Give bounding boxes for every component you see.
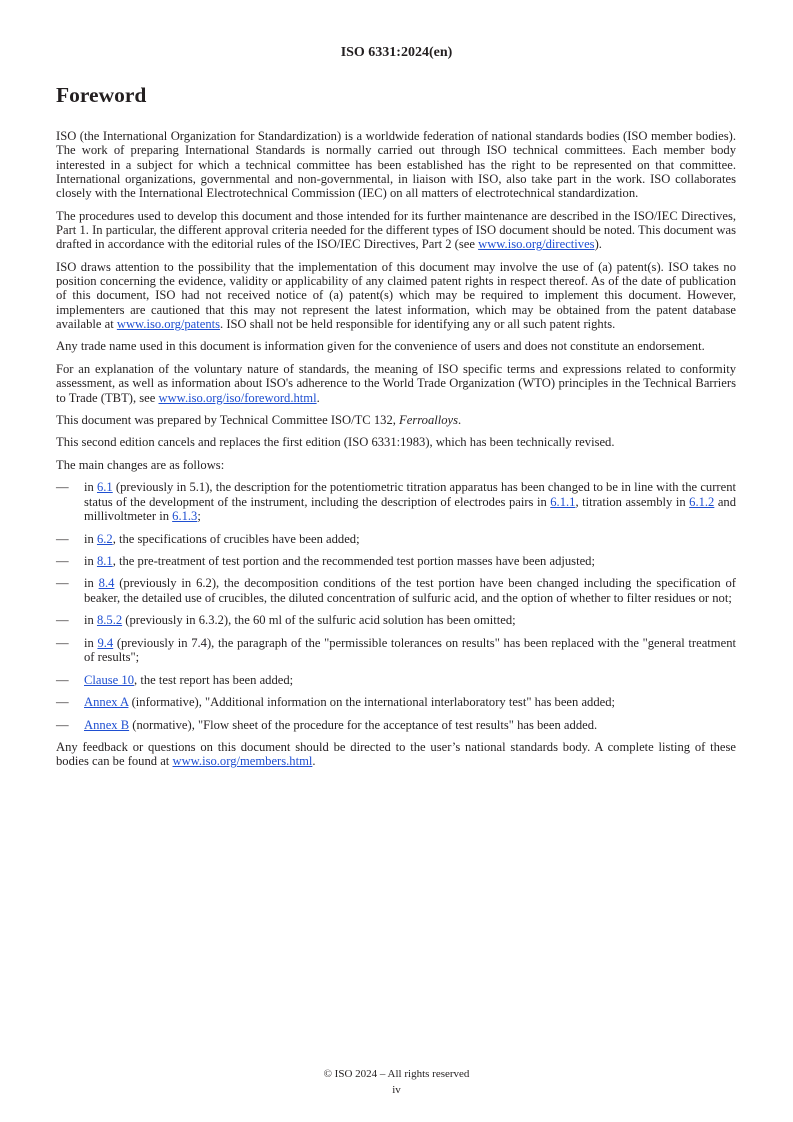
list-item: — in 6.1 (previously in 5.1), the description for the potentiometric titration apparatus has been changed to be in line with the current status of the development of the instrument, including the description of electrodes pairs in 6.1.1, titration assembly in 6.1.2 and millivoltmeter in 6.1.3; bbox=[56, 480, 737, 524]
link-clause-8-1[interactable]: 8.1 bbox=[96, 554, 113, 568]
dash-bullet: — bbox=[56, 480, 69, 495]
list-item: — Annex A (informative), "Additional information on the international interlaboratory test" has been added; bbox=[56, 695, 616, 710]
paragraph-feedback: Any feedback or questions on this document should be directed to the user’s national standards body. A complete listing of these bodies can be found at www.iso.org/members.html. bbox=[56, 739, 736, 769]
link-annex-a[interactable]: Annex A bbox=[84, 695, 129, 710]
dash-bullet: — bbox=[56, 576, 69, 591]
page-number: iv bbox=[392, 1084, 401, 1096]
link-clause-6-1-3[interactable]: 6.1.3 bbox=[172, 509, 198, 524]
list-item: — in 8.4 (previously in 6.2), the decomposition conditions of the test portion have been changed including the specification of beaker, the detailed use of crucibles, the diluted concentration of sulfuric acid, and the option of whether to filter residues or not; bbox=[56, 576, 736, 605]
dash-bullet: — bbox=[56, 695, 69, 710]
paragraph-procedures: The procedures used to develop this document and those intended for its further maintenance are described in the ISO/IEC Directives, Part 1. In particular, the different approval criteria needed for the different types of ISO document should be noted. This document was drafted in accordance with the editorial rules of the ISO/IEC Directives, Part 2 (see www.iso.org/directives). bbox=[56, 208, 736, 252]
paragraph-voluntary-nature: For an explanation of the voluntary nature of standards, the meaning of ISO specific terms and expressions related to conformity assessment, as well as information about ISO's adherence to the World Trade Organization (WTO) principles in the Technical Barriers to Trade (TBT), see www.iso.org/iso/foreword.html. bbox=[56, 361, 736, 405]
link-directives[interactable]: www.iso.org/directives bbox=[478, 237, 595, 252]
list-item: — in 8.1, the pre-treatment of test portion and the recommended test portion masses have been adjusted; bbox=[56, 554, 595, 568]
paragraph-changes-intro: The main changes are as follows: bbox=[56, 457, 225, 472]
dash-bullet: — bbox=[56, 672, 69, 687]
link-foreword[interactable]: www.iso.org/iso/foreword.html bbox=[158, 390, 317, 405]
copyright-notice: © ISO 2024 – All rights reserved bbox=[323, 1068, 470, 1080]
dash-bullet: — bbox=[56, 554, 69, 568]
link-annex-b[interactable]: Annex B bbox=[84, 717, 130, 732]
paragraph-edition: This second edition cancels and replaces the first edition (ISO 6331:1983), which has been technically revised. bbox=[56, 435, 615, 450]
page-footer bbox=[0, 1066, 793, 1098]
link-clause-6-1-1[interactable]: 6.1.1 bbox=[550, 494, 576, 509]
dash-bullet: — bbox=[56, 531, 69, 546]
page-title: Foreword bbox=[56, 83, 147, 107]
foreword-body bbox=[56, 129, 736, 777]
link-clause-8-4[interactable]: 8.4 bbox=[98, 576, 115, 591]
list-item: — Annex B (normative), "Flow sheet of the procedure for the acceptance of test results" has been added. bbox=[56, 717, 598, 732]
paragraph-committee: This document was prepared by Technical Committee ISO/TC 132, Ferroalloys. bbox=[56, 412, 462, 427]
link-clause-8-5-2[interactable]: 8.5.2 bbox=[96, 613, 123, 628]
link-clause-9-4[interactable]: 9.4 bbox=[97, 635, 114, 650]
link-members[interactable]: www.iso.org/members.html bbox=[172, 754, 313, 769]
changes-list bbox=[56, 480, 736, 731]
list-item: — in 6.2, the specifications of crucibles have been added; bbox=[56, 531, 360, 546]
link-clause-10[interactable]: Clause 10 bbox=[84, 672, 135, 687]
link-clause-6-1-2[interactable]: 6.1.2 bbox=[689, 494, 715, 509]
paragraph-iso-intro: ISO (the International Organization for Standardization) is a worldwide federation of national standards bodies (ISO member bodies). The work of preparing International Standards is normally carried out through ISO technical committees. Each member body interested in a subject for which a technical committee has been established has the right to be represented on that committee. International organizations, governmental and non-governmental, in liaison with ISO, also take part in the work. ISO collaborates closely with the International Electrotechnical Commission (IEC) on all matters of electrotechnical standardization. bbox=[56, 129, 736, 201]
paragraph-trade-name: Any trade name used in this document is information given for the convenience of users and does not constitute an endorsement. bbox=[56, 339, 705, 354]
link-patents[interactable]: www.iso.org/patents bbox=[116, 316, 221, 331]
dash-bullet: — bbox=[56, 717, 69, 732]
link-clause-6-1[interactable]: 6.1 bbox=[96, 480, 113, 495]
list-item: — in 9.4 (previously in 7.4), the paragraph of the "permissible tolerances on results" has been replaced with the "general treatment of results"; bbox=[56, 635, 736, 665]
dash-bullet: — bbox=[56, 613, 69, 628]
dash-bullet: — bbox=[56, 635, 69, 650]
link-clause-6-2[interactable]: 6.2 bbox=[96, 531, 113, 546]
paragraph-patents: ISO draws attention to the possibility that the implementation of this document may involve the use of (a) patent(s). ISO takes no position concerning the evidence, validity or applicability of any claimed patent rights in respect thereof. As of the date of publication of this document, ISO had not received notice of (a) patent(s) which may be required to implement this document. However, implementers are cautioned that this may not represent the latest information, which may be obtained from the patent database available at www.iso.org/patents. ISO shall not be held responsible for identifying any or all such patent rights. bbox=[56, 259, 736, 331]
document-header: ISO 6331:2024(en) bbox=[340, 45, 453, 60]
list-item: — Clause 10, the test report has been added; bbox=[56, 672, 294, 687]
list-item: — in 8.5.2 (previously in 6.3.2), the 60 ml of the sulfuric acid solution has been omitted; bbox=[56, 613, 516, 628]
